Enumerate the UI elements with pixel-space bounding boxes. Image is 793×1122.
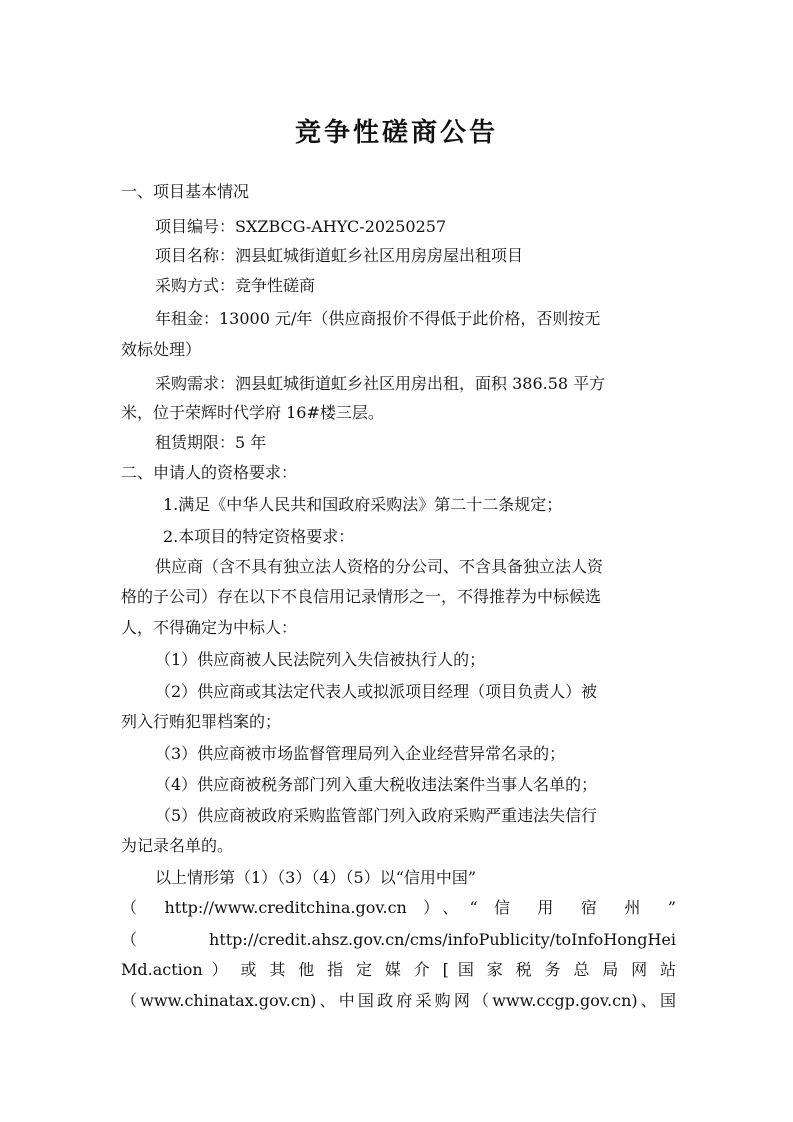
credit-item-1: （1）供应商被人民法院列入失信被执行人的；	[155, 650, 486, 669]
procurement-method: 采购方式：竞争性磋商	[155, 276, 316, 295]
section-heading-qualification: 二、申请人的资格要求：	[121, 463, 298, 482]
source-paragraph: 以上情形第（1）（3）（4）（5）以“信用中国”	[155, 868, 477, 887]
credit-item-5: （5）供应商被政府采购监管部门列入政府采购严重违法失信行	[155, 806, 598, 825]
project-number: 项目编号：SXZBCG-AHYC-20250257	[155, 217, 447, 236]
procurement-requirement: 采购需求：泗县虹城街道虹乡社区用房出租，面积 386.58 平方	[155, 374, 606, 393]
annual-rent: 年租金：13000 元/年（供应商报价不得低于此价格，否则按无	[155, 309, 601, 328]
annual-rent-cont: 效标处理）	[121, 340, 202, 359]
procurement-requirement-cont: 米，位于荣辉时代学府 16#楼三层。	[121, 403, 384, 422]
project-name: 项目名称：泗县虹城街道虹乡社区用房房屋出租项目	[155, 246, 524, 265]
requirement-1: 1.满足《中华人民共和国政府采购法》第二十二条规定；	[163, 495, 563, 514]
credit-paragraph-cont-1: 格的子公司）存在以下不良信用记录情形之一，不得推荐为中标候选	[121, 587, 602, 606]
credit-paragraph-cont-2: 人，不得确定为中标人：	[121, 618, 298, 637]
credit-item-3: （3）供应商被市场监督管理局列入企业经营异常名录的；	[155, 744, 566, 763]
credit-item-4: （4）供应商被税务部门列入重大税收违法案件当事人名单的；	[155, 775, 598, 794]
credit-item-2: （2）供应商或其法定代表人或拟派项目经理（项目负责人）被	[155, 682, 598, 701]
source-link-creditchina: （ http://www.creditchina.gov.cn ）、“ 信 用 宿 州 ”	[121, 898, 676, 917]
lease-term: 租赁期限：5 年	[155, 433, 267, 452]
source-link-credit-ahsz: （http://credit.ahsz.gov.cn/cms/infoPublicity/toInfoHongHei	[121, 930, 676, 949]
credit-item-5-cont: 为记录名单的。	[121, 836, 234, 855]
document-title: 竞争性磋商公告	[294, 118, 498, 148]
requirement-2: 2.本项目的特定资格要求：	[163, 527, 355, 546]
credit-item-2-cont: 列入行贿犯罪档案的；	[121, 712, 282, 731]
section-heading-basic-info: 一、项目基本情况	[121, 182, 250, 201]
source-link-tax-ccgp: （www.chinatax.gov.cn)、中国政府采购网（www.ccgp.gov.cn)、国	[121, 991, 676, 1010]
source-link-credit-ahsz-cont: Md.action ） 或 其 他 指 定 媒 介 [ 国 家 税 务 总 局 网 站	[121, 960, 676, 979]
credit-paragraph: 供应商（含不具有独立法人资格的分公司、不含具备独立法人资	[155, 557, 604, 576]
